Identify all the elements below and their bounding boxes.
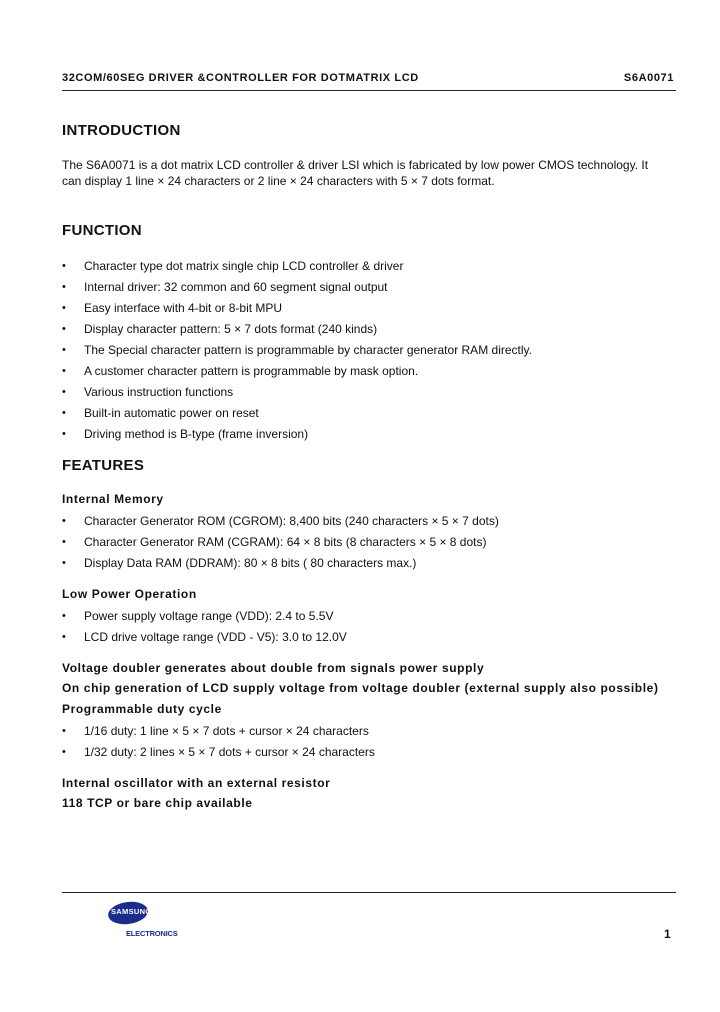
introduction-line-2: can display 1 line × 24 characters or 2 line × 24 characters with 5 × 7 dots format. bbox=[62, 174, 495, 188]
function-list bbox=[62, 258, 682, 447]
list-item: • The Special character pattern is programmable by character generator RAM directly. bbox=[62, 342, 682, 363]
list-item: • Various instruction functions bbox=[62, 384, 682, 405]
list-item: • Character Generator ROM (CGROM): 8,400 bits (240 characters × 5 × 7 dots) bbox=[62, 513, 682, 534]
introduction-paragraph bbox=[62, 157, 678, 189]
list-item: • 1/16 duty: 1 line × 5 × 7 dots + cursor × 24 characters bbox=[62, 723, 682, 744]
oscillator-line: Internal oscillator with an external resistor bbox=[62, 776, 331, 790]
list-item: • Character type dot matrix single chip LCD controller & driver bbox=[62, 258, 682, 279]
header-title: 32COM/60SEG DRIVER &CONTROLLER FOR DOTMATRIX LCD bbox=[62, 72, 419, 84]
package-line: 118 TCP or bare chip available bbox=[62, 796, 253, 810]
low-power-heading: Low Power Operation bbox=[62, 587, 197, 601]
list-item: • Easy interface with 4-bit or 8-bit MPU bbox=[62, 300, 682, 321]
on-chip-line: On chip generation of LCD supply voltage from voltage doubler (external supply also possible) bbox=[62, 681, 659, 695]
internal-memory-list bbox=[62, 513, 682, 576]
list-item: • Internal driver: 32 common and 60 segment signal output bbox=[62, 279, 682, 300]
features-heading: FEATURES bbox=[62, 457, 145, 474]
footer-divider bbox=[62, 892, 676, 893]
voltage-doubler-line: Voltage doubler generates about double from signals power supply bbox=[62, 661, 485, 675]
list-item: • Power supply voltage range (VDD): 2.4 to 5.5V bbox=[62, 608, 682, 629]
list-item: • A customer character pattern is programmable by mask option. bbox=[62, 363, 682, 384]
page-header bbox=[62, 72, 674, 84]
function-heading: FUNCTION bbox=[62, 222, 142, 239]
header-divider bbox=[62, 90, 676, 91]
introduction-heading: INTRODUCTION bbox=[62, 122, 181, 139]
header-part-number: S6A0071 bbox=[623, 72, 674, 84]
logo-wordmark: SAMSUNG bbox=[111, 907, 152, 916]
duty-heading: Programmable duty cycle bbox=[62, 702, 222, 716]
low-power-list bbox=[62, 608, 682, 650]
duty-list bbox=[62, 723, 682, 765]
list-item: • Built-in automatic power on reset bbox=[62, 405, 682, 426]
list-item: • 1/32 duty: 2 lines × 5 × 7 dots + cursor × 24 characters bbox=[62, 744, 682, 765]
introduction-line-1: The S6A0071 is a dot matrix LCD controller & driver LSI which is fabricated by low power CMOS technology. It bbox=[62, 158, 649, 172]
page-number: 1 bbox=[664, 927, 671, 941]
internal-memory-heading: Internal Memory bbox=[62, 492, 164, 506]
list-item: • Character Generator RAM (CGRAM): 64 × 8 bits (8 characters × 5 × 8 dots) bbox=[62, 534, 682, 555]
list-item: • Display Data RAM (DDRAM): 80 × 8 bits ( 80 characters max.) bbox=[62, 555, 682, 576]
list-item: • Driving method is B-type (frame inversion) bbox=[62, 426, 682, 447]
list-item: • Display character pattern: 5 × 7 dots format (240 kinds) bbox=[62, 321, 682, 342]
electronics-label: ELECTRONICS bbox=[126, 929, 178, 938]
list-item: • LCD drive voltage range (VDD - V5): 3.0 to 12.0V bbox=[62, 629, 682, 650]
